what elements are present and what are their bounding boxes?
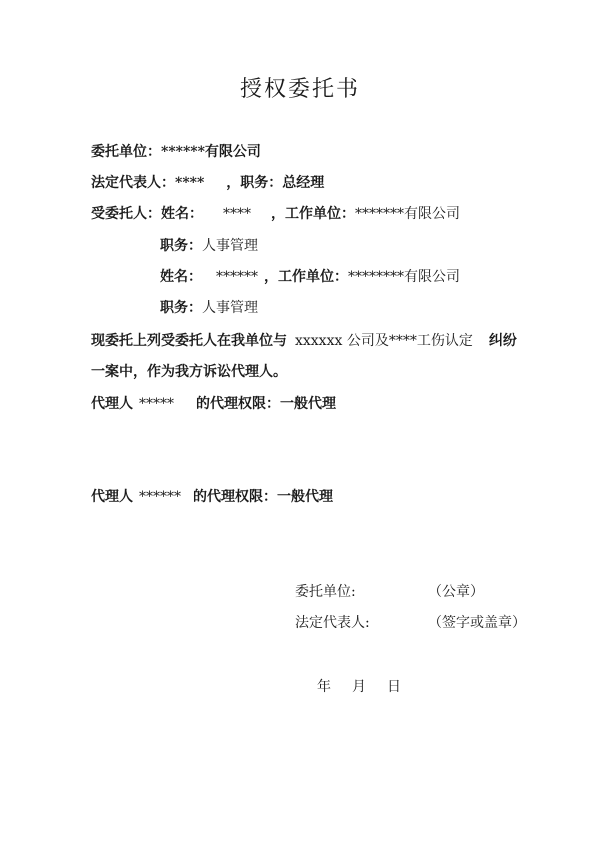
body-part2: 纠纷 (488, 333, 517, 349)
legal-rep-position: 总经理 (282, 175, 325, 191)
agent2-position: 人事管理 (202, 300, 258, 316)
authority1-text: 的代理权限：一般代理 (196, 396, 336, 412)
legal-rep-name: **** (175, 175, 205, 191)
agent2-position-label: 职务： (160, 300, 202, 316)
sign-unit-seal: （公章） (428, 584, 484, 600)
agent1-name: **** (223, 206, 251, 222)
body-company: xxxxxx 公司及****工伤认定 (295, 333, 473, 349)
agent2-sep: ， (264, 269, 278, 285)
body-line-2 (91, 362, 287, 382)
legal-rep-label: 法定代表人： (91, 175, 175, 191)
agent1-workplace-label: 工作单位： (285, 206, 355, 222)
agent2-position-line (160, 298, 258, 318)
agent2-name: ****** (216, 269, 258, 285)
authority1-label: 代理人 (91, 396, 133, 412)
agent1-workplace: *******有限公司 (355, 206, 460, 222)
legal-rep-sep: ， (226, 175, 241, 191)
authority2-name: ****** (139, 489, 181, 505)
legal-rep-line (91, 173, 324, 193)
legal-rep-position-label: 职务： (240, 175, 283, 191)
document-title: 授权委托书 (239, 77, 360, 102)
date-year: 年 (317, 679, 331, 695)
agent1-line (91, 204, 460, 224)
agent1-position-line (160, 236, 258, 256)
principal-value: ******有限公司 (161, 144, 261, 160)
agent1-name-label: 姓名： (161, 206, 203, 222)
authority1-line (91, 394, 336, 414)
agent1-sep: ， (271, 206, 285, 222)
agent2-line (160, 267, 460, 287)
authority2-line (91, 487, 333, 507)
principal-line (91, 142, 261, 162)
body-part1: 现委托上列受委托人在我单位与 (91, 333, 287, 349)
agent2-workplace: ********有限公司 (348, 269, 460, 285)
agent1-position: 人事管理 (202, 238, 258, 254)
sign-rep-label: 法定代表人: (295, 615, 370, 631)
body-line2-text: 一案中，作为我方诉讼代理人。 (91, 364, 287, 380)
authority1-name: ***** (139, 396, 174, 412)
sign-rep-seal: （签字或盖章） (428, 615, 526, 631)
agent1-position-label: 职务： (160, 238, 202, 254)
date-month: 月 (352, 679, 366, 695)
agent2-name-label: 姓名： (160, 269, 202, 285)
agent-label: 受委托人： (91, 206, 161, 222)
body-line-1 (91, 331, 517, 351)
agent2-workplace-label: 工作单位： (278, 269, 348, 285)
sign-unit-label: 委托单位: (295, 584, 356, 600)
authority2-text: 的代理权限：一般代理 (193, 489, 333, 505)
date-day: 日 (387, 679, 401, 695)
principal-label: 委托单位： (91, 144, 161, 160)
authority2-label: 代理人 (91, 489, 133, 505)
